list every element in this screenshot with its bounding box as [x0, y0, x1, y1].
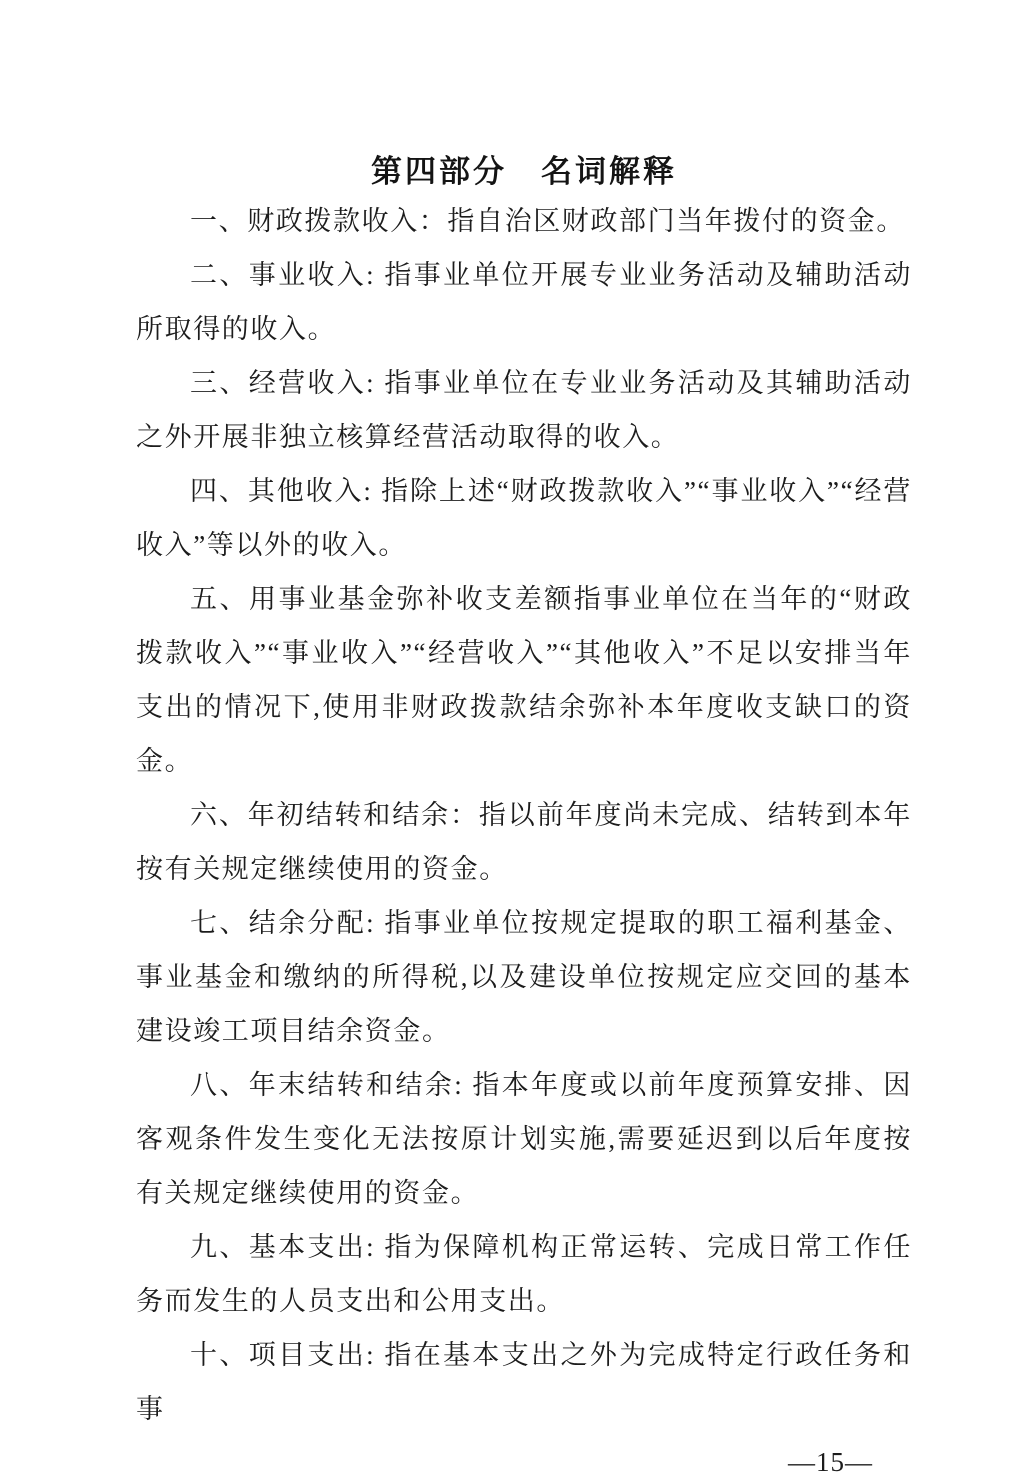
definition-paragraph-8: 八、年末结转和结余: 指本年度或以前年度预算安排、因客观条件发生变化无法按原计划实施,需要延迟到以后年度按有关规定继续使用的资金。	[136, 1070, 912, 1208]
definition-paragraph-1: 一、财政拨款收入：指自治区财政部门当年拨付的资金。	[190, 206, 905, 236]
definition-paragraph-6: 六、年初结转和结余：指以前年度尚未完成、结转到本年按有关规定继续使用的资金。	[136, 800, 912, 884]
definition-paragraph-5: 五、用事业基金弥补收支差额指事业单位在当年的“财政拨款收入”“事业收入”“经营收入”“其他收入”不足以安排当年支出的情况下,使用非财政拨款结余弥补本年度收支缺口的资金。	[136, 584, 912, 776]
page-number: —15—	[788, 1447, 873, 1477]
section-title: 第四部分 名词解释	[371, 154, 677, 189]
definition-paragraph-4: 四、其他收入: 指除上述“财政拨款收入”“事业收入”“经营收入”等以外的收入。	[136, 476, 912, 560]
definition-paragraph-10: 十、项目支出: 指在基本支出之外为完成特定行政任务和事	[136, 1340, 912, 1424]
definition-paragraph-9: 九、基本支出: 指为保障机构正常运转、完成日常工作任务而发生的人员支出和公用支出。	[136, 1232, 912, 1316]
definitions-body	[136, 194, 912, 1436]
definition-paragraph-7: 七、结余分配: 指事业单位按规定提取的职工福利基金、事业基金和缴纳的所得税,以及建设单位按规定应交回的基本建设竣工项目结余资金。	[136, 908, 912, 1046]
definition-paragraph-2: 二、事业收入: 指事业单位开展专业业务活动及辅助活动所取得的收入。	[136, 260, 912, 344]
definition-paragraph-3: 三、经营收入: 指事业单位在专业业务活动及其辅助活动之外开展非独立核算经营活动取得的收入。	[136, 368, 912, 452]
